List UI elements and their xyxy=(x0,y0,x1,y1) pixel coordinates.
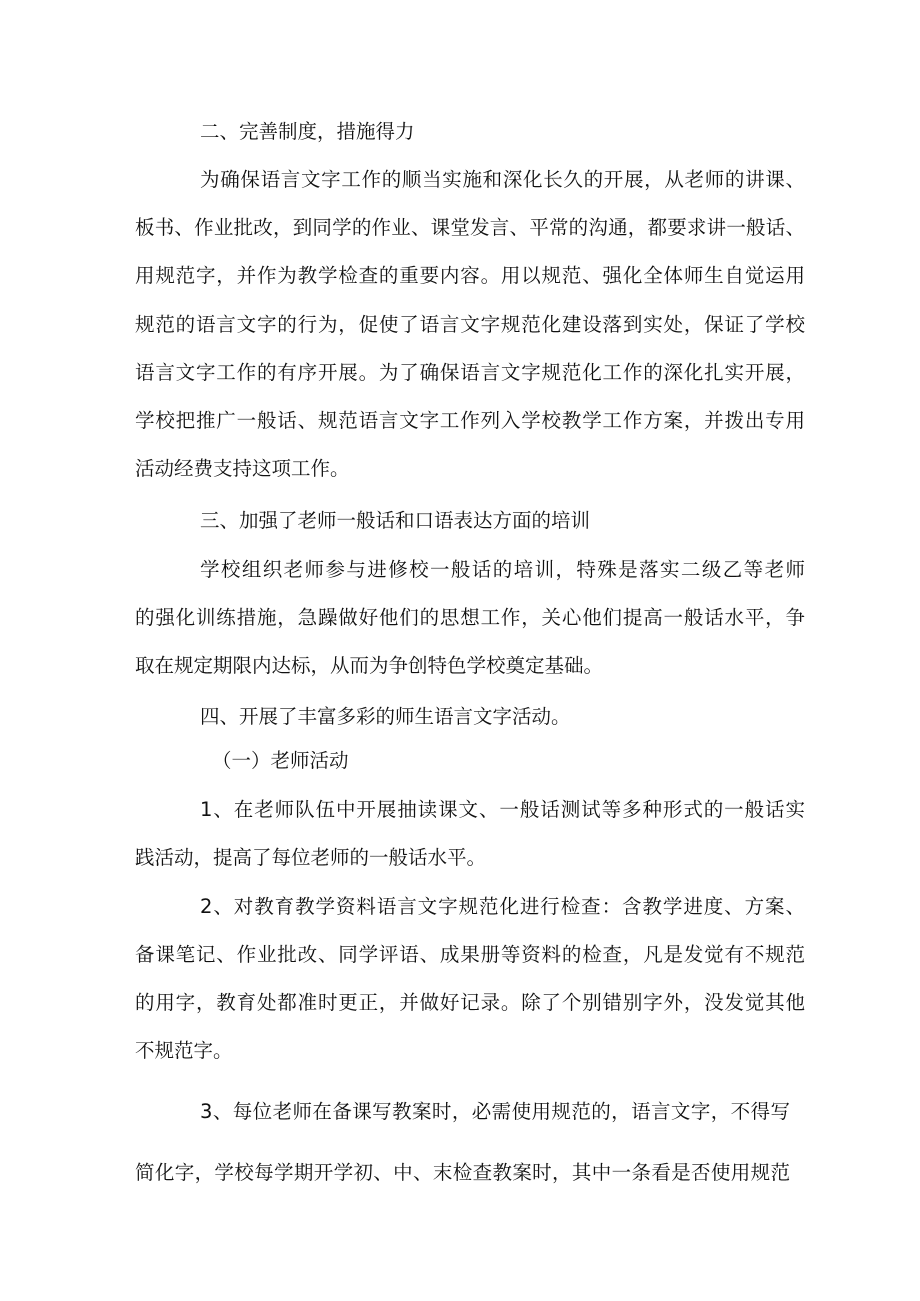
paragraph-line: 取在规定期限内达标，从而为争创特色学校奠定基础。 xyxy=(135,654,604,677)
list-item-line: 不规范字。 xyxy=(135,1039,233,1062)
section-heading: 四、开展了丰富多彩的师生语言文字活动。 xyxy=(200,705,571,728)
paragraph-line: 规范的语言文字的行为，促使了语言文字规范化建设落到实处，保证了学校 xyxy=(135,313,805,336)
paragraph-line: 活动经费支持这项工作。 xyxy=(135,457,350,480)
list-item-line: 的用字，教育处都准时更正，并做好记录。除了个别错别字外，没发觉其他 xyxy=(135,991,805,1014)
paragraph-line: 板书、作业批改，到同学的作业、课堂发言、平常的沟通，都要求讲一般话、 xyxy=(135,216,805,239)
subsection-heading: （一）老师活动 xyxy=(212,749,349,772)
list-item-line: 1、在老师队伍中开展抽读课文、一般话测试等多种形式的一般话实 xyxy=(200,798,805,821)
list-item-line: 备课笔记、作业批改、同学评语、成果册等资料的检查，凡是发觉有不规范 xyxy=(135,943,805,966)
paragraph-line: 的强化训练措施，急躁做好他们的思想工作，关心他们提高一般话水平，争 xyxy=(135,606,805,629)
list-item-line: 践活动，提高了每位老师的一般话水平。 xyxy=(135,846,487,869)
section-heading: 三、加强了老师一般话和口语表达方面的培训 xyxy=(200,509,591,532)
list-item-line: 3、每位老师在备课写教案时，必需使用规范的，语言文字，不得写 xyxy=(200,1100,790,1123)
list-item-line: 2、对教育教学资料语言文字规范化进行检查：含教学进度、方案、 xyxy=(200,895,805,918)
paragraph-line: 语言文字工作的有序开展。为了确保语言文字规范化工作的深化扎实开展， xyxy=(135,361,805,384)
paragraph-line: 为确保语言文字工作的顺当实施和深化长久的开展，从老师的讲课、 xyxy=(200,168,805,191)
paragraph-line: 用规范字，并作为教学检查的重要内容。用以规范、强化全体师生自觉运用 xyxy=(135,264,805,287)
list-item-line: 简化字，学校每学期开学初、中、末检查教案时，其中一条看是否使用规范 xyxy=(135,1161,790,1184)
section-heading: 二、完善制度，措施得力 xyxy=(200,120,415,143)
paragraph-line: 学校组织老师参与进修校一般话的培训，特殊是落实二级乙等老师 xyxy=(200,558,805,581)
paragraph-line: 学校把推广一般话、规范语言文字工作列入学校教学工作方案，并拨出专用 xyxy=(135,409,805,432)
